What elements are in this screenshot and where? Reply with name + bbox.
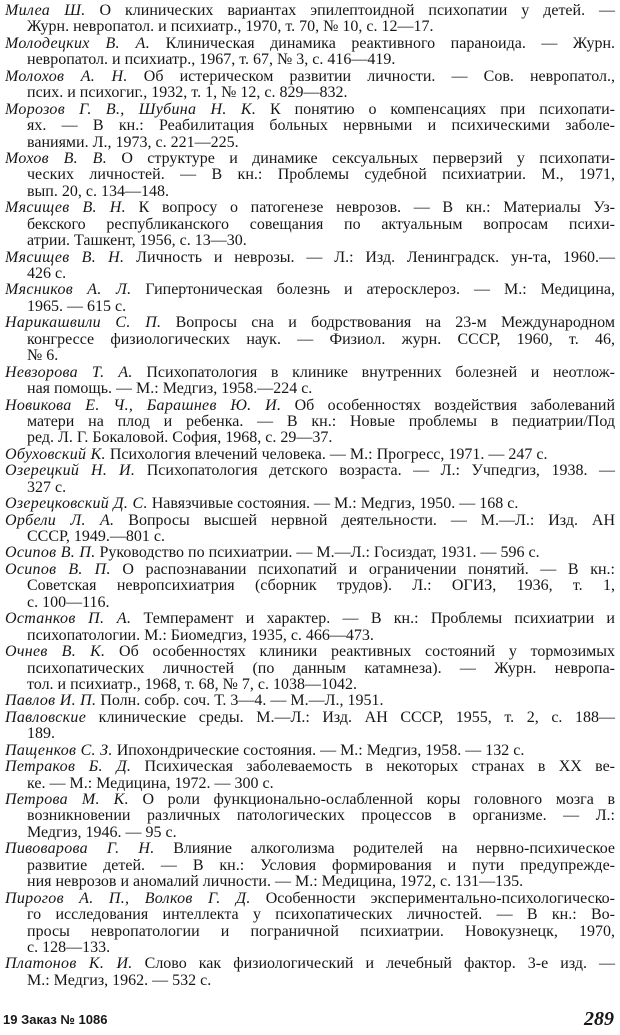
entry-text: Влияние алкоголизма родителей на нервно-психическое [173,840,616,858]
entry-text: Вопросы высшей нервной деятельности. — М.—Л.: Изд. АН [128,511,615,529]
entry-line [5,381,615,397]
entry-line [5,841,615,857]
bibliography-entry [5,3,615,36]
entry-line [5,693,615,709]
bibliography-entry [5,315,615,364]
entry-author: Пащенков С. З. [5,741,113,759]
entry-text: Темперамент и характер. — В кн.: Проблемы психиатрии и [143,610,615,628]
entry-text: Личность и неврозы. — Л.: Изд. Ленинградск. ун-та, 1960.— [136,248,616,266]
bibliography-entry [5,496,615,512]
entry-line [5,792,615,808]
bibliography-entry [5,644,615,693]
entry-line [5,282,615,298]
entry-line [5,200,615,216]
entry-line [5,52,615,68]
entry-line [5,348,615,364]
entry-line [5,628,615,644]
bibliography-entry [5,743,615,759]
bibliography-entry [5,545,615,561]
entry-text: О клинических вариантах эпилептоидной психопатии у детей. — [99,2,616,19]
entry-line [5,184,615,200]
entry-line [5,677,615,693]
entry-author: Молодецких В. А. [5,34,151,52]
entry-line [5,36,615,52]
entry-text: го исследования интеллекта у психопатических личностей. — В кн.: Во- [27,906,615,924]
entry-author: Мохов В. В. [5,149,108,167]
bibliography-entry [5,463,615,496]
bibliography-entry [5,282,615,315]
bibliography-entry [5,562,615,611]
entry-line [5,529,615,545]
entry-line [5,414,615,430]
page-footer [3,1008,614,1030]
entry-text: М.: Медгиз, 1962. — 532 с. [27,971,212,989]
bibliography-entry [5,365,615,398]
bibliography-entry [5,693,615,709]
entry-text: ях. — В кн.: Реабилитация больных нервными и психическими заболе- [27,117,615,135]
entry-author: Озерецкий Н. И. [5,462,136,480]
entry-author: Озерецковский Д. С. [5,495,148,513]
entry-text: СССР, 1949.—801 с. [27,528,166,545]
bibliography-entry [5,102,615,151]
entry-text: О структуре и динамике сексуальных перверзий у психопати- [121,149,616,167]
entry-line [5,3,615,19]
bibliography-entry [5,447,615,463]
entry-text: тол. и психиатр., 1968, т. 68, № 7, с. 1038—1042. [27,675,357,693]
bibliography-entry [5,513,615,546]
entry-line [5,578,615,594]
entry-author: Пирогов А. П., Волков Г. Д. [5,889,251,907]
entry-text: 189. [27,725,55,743]
entry-text: Психология влечений человека. — М.: Прогресс, 1971. — 247 с. [109,445,548,463]
entry-author: Петраков Б. Д. [5,758,132,776]
entry-text: 1965. — 615 с. [27,297,127,315]
entry-line [5,808,615,824]
entry-line [5,743,615,759]
bibliography-entry [5,841,615,890]
bibliography-entry [5,792,615,841]
bibliography-entry [5,710,615,743]
entry-line [5,759,615,775]
entry-line [5,611,615,627]
entry-line [5,266,615,282]
entry-line [5,118,615,134]
bibliography-entry [5,891,615,957]
entry-text: Вопросы сна и бодрствования на 23-м Международном [175,314,615,332]
entry-line [5,562,615,578]
entry-text: Об особенностях воздействия заболеваний [294,396,616,414]
entry-author: Милеа Ш. [5,2,86,19]
entry-text: № 6. [27,347,59,365]
entry-author: Обуховский К. [5,445,106,463]
entry-text: Психическая заболеваемость в некоторых странах в XX ве- [144,758,616,776]
entry-line [5,233,615,249]
entry-author: Новикова Е. Ч., Барашнев Ю. И. [5,396,282,414]
entry-text: Гипертоническая болезнь и атеросклероз. — М.: Медицина, [145,281,616,299]
entry-line [5,19,615,35]
entry-author: Мясищев В. Н. [5,248,125,266]
printer-signature: 19 Заказ № 1086 [3,1012,108,1027]
entry-line [5,661,615,677]
entry-text: Об истерическом развитии личности. — Сов. невропатол., [143,67,616,85]
entry-line [5,332,615,348]
entry-line [5,595,615,611]
entry-text: Полн. собр. соч. Т. 3—4. — М.—Л., 1951. [100,692,384,710]
entry-text: с. 100—116. [27,593,110,611]
entry-author: Мясников А. Л. [5,281,132,299]
entry-author: Платонов К. И. [5,955,133,973]
entry-line [5,69,615,85]
entry-author: Павлов И. П. [5,692,97,710]
entry-line [5,726,615,742]
entry-line [5,545,615,561]
entry-line [5,135,615,151]
entry-line [5,315,615,331]
entry-line [5,167,615,183]
bibliography-entry [5,151,615,200]
entry-line [5,430,615,446]
entry-author: Пивоварова Г. Н. [5,840,155,858]
entry-line [5,217,615,233]
entry-line [5,940,615,956]
entry-line [5,85,615,101]
entry-text: ческих личностей. — В кн.: Проблемы судебной психиатрии. М., 1971, [27,166,615,184]
entry-text: О распознавании психопатий и ограничении понятий. — В кн.: [122,560,615,578]
entry-text: матери на плод и ребенка. — В кн.: Новые проблемы в педиатрии/Под [27,412,615,430]
entry-text: Особенности экспериментально-психологическо- [265,889,616,907]
entry-author: Петрова М. К. [5,791,129,808]
entry-text: К понятию о компенсациях при психопати- [270,100,615,118]
entry-author: Орбели Л. А. [5,511,115,529]
entry-author: Осипов В. П. [5,544,96,562]
entry-text: Клиническая динамика реактивного параноида. — Журн. [165,34,616,52]
entry-text: ваниями. Л., 1973, с. 221—225. [27,133,239,151]
entry-line [5,513,615,529]
entry-text: невропатол. и психиатр., 1967, т. 67, № 3, с. 416—419. [27,51,396,69]
entry-line [5,924,615,940]
entry-line [5,447,615,463]
entry-author: Останков П. А. [5,610,132,628]
entry-line [5,907,615,923]
bibliography-list [5,3,615,989]
entry-text: Медгиз, 1946. — 95 с. [27,823,177,841]
entry-line [5,973,615,989]
entry-text: вып. 20, с. 134—148. [27,182,169,200]
bibliography-entry [5,611,615,644]
entry-author: Невзорова Т. А. [5,363,133,381]
entry-line [5,825,615,841]
entry-text: Слово как физиологический и лечебный фактор. 3-е изд. — [144,955,616,973]
entry-line [5,891,615,907]
entry-text: О роли функционально-ослабленной коры головного мозга в [142,791,615,808]
bibliography-entry [5,398,615,447]
entry-line [5,250,615,266]
entry-line [5,956,615,972]
entry-text: ния неврозов и аномалий личности. — М.: Медицина, 1972, с. 131—135. [27,873,524,891]
entry-text: конгрессе физиологических наук. — Физиол. журн. СССР, 1960, т. 46, [27,330,615,348]
entry-line [5,874,615,890]
entry-line [5,463,615,479]
entry-text: Об особенностях клиники реактивных состояний у тормозимых [119,643,616,661]
entry-text: 426 с. [27,265,67,282]
entry-line [5,102,615,118]
bibliography-entry [5,69,615,102]
entry-text: ке. — М.: Медицина, 1972. — 300 с. [27,774,274,792]
entry-author: Мясищев В. Н. [5,199,126,217]
bibliography-entry [5,956,615,989]
entry-author: Нарикашвили С. П. [5,314,162,332]
bibliography-entry [5,200,615,249]
entry-author: Молохов А. Н. [5,67,128,85]
bibliography-entry [5,759,615,792]
bibliography-entry [5,36,615,69]
entry-line [5,858,615,874]
entry-line [5,776,615,792]
entry-author: Осипов В. П. [5,560,111,578]
entry-line [5,151,615,167]
entry-text: психопатологии. М.: Биомедгиз, 1935, с. 466—473. [27,626,374,644]
entry-text: Психопатология детского возраста. — Л.: Учпедгиз, 1938. — [146,462,616,480]
entry-text: психопатических личностей (по данным катамнеза). — Журн. невропа- [27,659,615,677]
entry-author: Морозов Г. В., Шубина Н. К. [5,100,257,118]
entry-text: ная помощь. — М.: Медгиз, 1958.—224 с. [27,380,313,398]
entry-text: псих. и психогиг., 1932, т. 1, № 12, с. 829—832. [27,84,348,102]
entry-text: К вопросу о патогенезе неврозов. — В кн.: Материалы Уз- [138,199,615,217]
entry-line [5,398,615,414]
bibliography-entry [5,250,615,283]
entry-line [5,496,615,512]
entry-line [5,365,615,381]
entry-line [5,480,615,496]
entry-line [5,299,615,315]
entry-text: бекского республиканского совещания по актуальным вопросам психи- [27,215,615,233]
entry-text: Ипохондрические состояния. — М.: Медгиз, 1958. — 132 с. [116,741,525,759]
entry-text: с. 128—133. [27,938,111,956]
entry-line [5,710,615,726]
entry-line [5,644,615,660]
entry-text: атрии. Ташкент, 1956, с. 13—30. [27,232,247,250]
page-number: 289 [584,1008,614,1030]
entry-text: Советская невропсихиатрия (сборник трудов). Л.: ОГИЗ, 1936, т. 1, [27,577,615,595]
entry-text: Руководство по психиатрии. — М.—Л.: Госиздат, 1931. — 596 с. [99,544,540,562]
entry-text: ред. Л. Г. Бокаловой. София, 1968, с. 29—37. [27,429,333,447]
entry-text: просы невропатологии и пограничной психиатрии. Новокузнецк, 1970, [27,922,615,940]
entry-text: 327 с. [27,478,67,496]
entry-text: развитие детей. — В кн.: Условия формирования и пути предупрежде- [27,856,615,874]
entry-text: Психопатология в клинике внутренних болезней и неотлож- [146,363,615,381]
entry-text: Навязчивые состояния. — М.: Медгиз, 1950. — 168 с. [151,495,519,513]
entry-text: клинические среды. М.—Л.: Изд. АН СССР, 1955, т. 2, с. 188— [98,708,616,726]
entry-author: Павловские [5,708,87,726]
entry-text: Журн. невропатол. и психиатр., 1970, т. 70, № 10, с. 12—17. [27,18,434,36]
entry-author: Очнев В. К. [5,643,106,661]
entry-text: возникновении различных патологических процессов в организме. — Л.: [27,807,615,825]
